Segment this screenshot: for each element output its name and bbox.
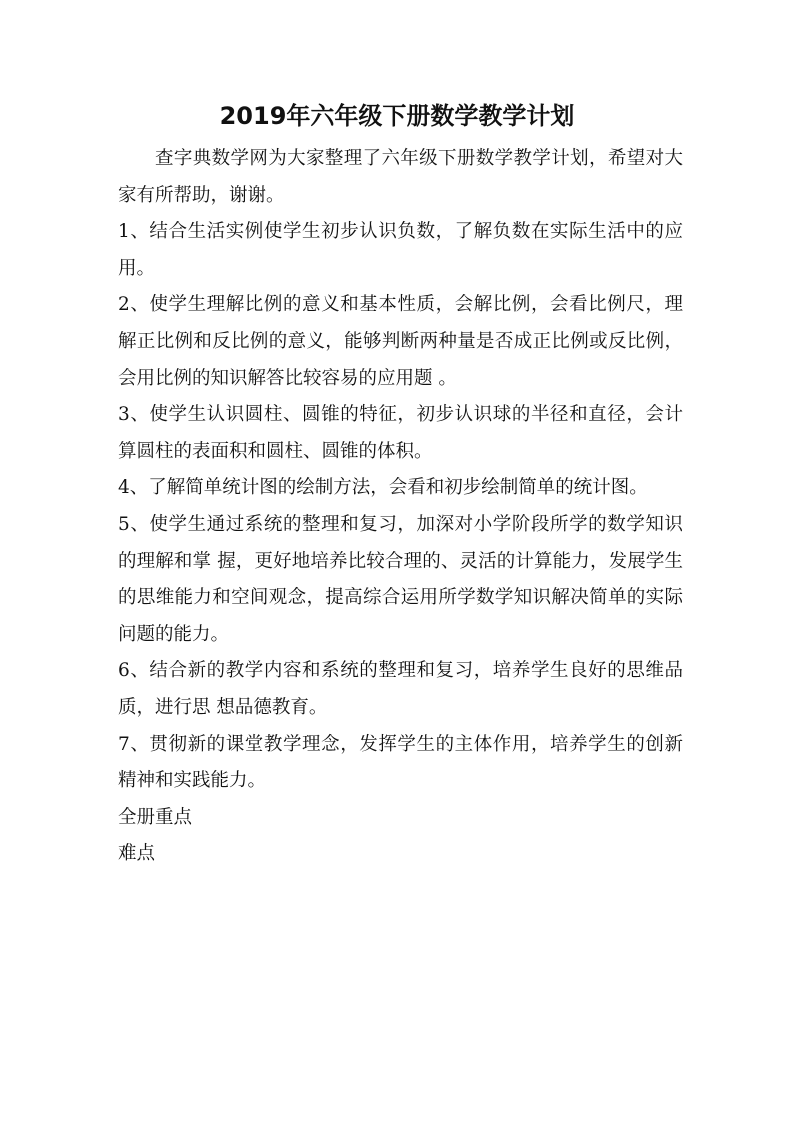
- plan-item-7: 7、贯彻新的课堂教学理念，发挥学生的主体作用，培养学生的创新精神和实践能力。: [118, 733, 683, 792]
- plan-item-6: 6、结合新的教学内容和系统的整理和复习，培养学生良好的思维品质，进行思 想品德教育。: [118, 660, 683, 718]
- plan-item-4: 4、了解简单统计图的绘制方法，会看和初步绘制简单的统计图。: [118, 477, 648, 499]
- plan-item-3: 3、使学生认识圆柱、圆锥的特征，初步认识球的半径和直径，会计算圆柱的表面积和圆柱、圆锥的体积。: [118, 404, 683, 462]
- plan-item-5: 5、使学生通过系统的整理和复习，加深对小学阶段所学的数学知识的理解和掌 握，更好地培养比较合理的、灵活的计算能力，发展学生的思维能力和空间观念，提高综合运用所学数学知识解决简单的实际问题的能力。: [118, 513, 683, 645]
- plan-item-1: 1、结合生活实例使学生初步认识负数，了解负数在实际生活中的应用。: [118, 221, 683, 279]
- plan-item-2: 2、使学生理解比例的意义和基本性质，会解比例，会看比例尺，理解正比例和反比例的意义，能够判断两种量是否成正比例或反比例，会用比例的知识解答比较容易的应用题 。: [118, 294, 683, 389]
- document-title: 2019年六年级下册数学教学计划: [219, 102, 575, 130]
- heading-key-points: 全册重点: [118, 806, 193, 828]
- intro-paragraph: 查字典数学网为大家整理了六年级下册数学教学计划，希望对大家有所帮助，谢谢。: [118, 148, 683, 206]
- document-body: [118, 141, 683, 873]
- heading-difficulties: 难点: [118, 843, 156, 865]
